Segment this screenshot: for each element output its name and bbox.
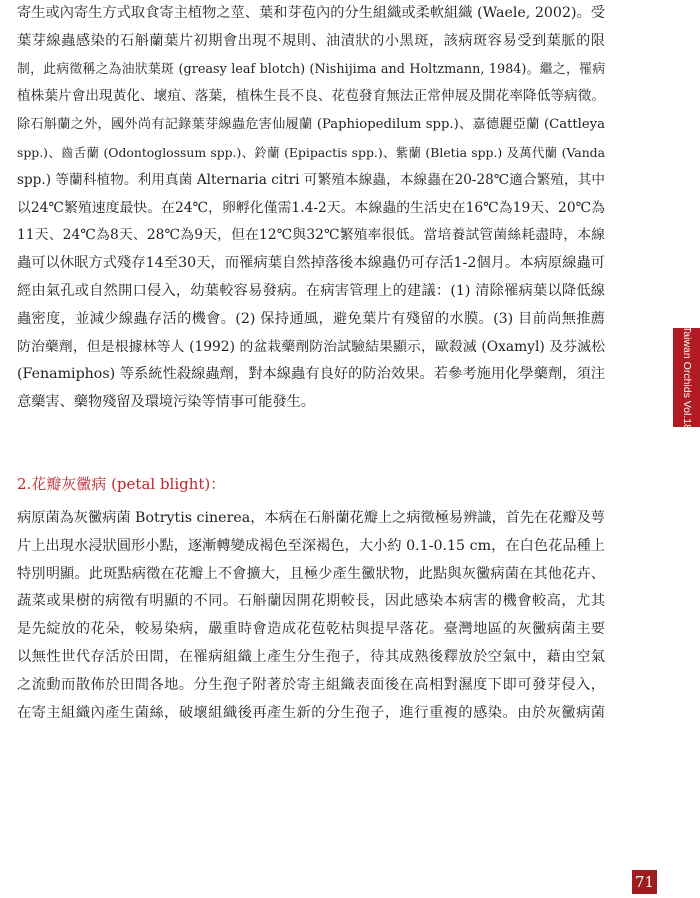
body-paragraph-1 — [17, 0, 605, 417]
journal-side-tab — [673, 325, 700, 430]
paragraph-line: 以無性世代存活於田間，在罹病組織上產生分生孢子，待其成熟後釋放於空氣中，藉由空氣 — [17, 648, 605, 665]
page-number: 71 — [632, 870, 657, 894]
paragraph-line: 寄生或內寄生方式取食寄主植物之莖、葉和芽苞內的分生組織或柔軟組織 (Waele, 2002)。受 — [17, 5, 605, 21]
paragraph-line: (Fenamiphos) 等系統性殺線蟲劑，對本線蟲有良好的防治效果。若參考施用化學藥劑，須注 — [17, 366, 605, 383]
paragraph-line: 葉芽線蟲感染的石斛蘭葉片初期會出現不規則、油漬狀的小黑斑，該病斑容易受到葉脈的限 — [17, 32, 605, 49]
paragraph-line: 之流動而散佈於田間各地。分生孢子附著於寄主組織表面後在高相對濕度下即可發芽侵入， — [17, 676, 605, 693]
paragraph-line: 特別明顯。此斑點病徵在花瓣上不會擴大，且極少產生黴狀物，此點與灰黴病菌在其他花卉、 — [17, 565, 605, 582]
paragraph-line: 病原菌為灰黴病菌 Botrytis cinerea，本病在石斛蘭花瓣上之病徵極易辨識，首先在花瓣及萼 — [17, 510, 605, 526]
journal-side-tab-label: Taiwan Orchids Vol.18 — [680, 325, 693, 430]
paragraph-line: spp.) 等蘭科植物。利用真菌 Alternaria citri 可繁殖本線蟲，本線蟲在20-28℃適合繁殖，其中 — [17, 171, 605, 188]
paragraph-line: 蟲可以休眠方式殘存14至30天，而罹病葉自然掉落後本線蟲仍可存活1-2個月。本病原線蟲可 — [17, 255, 605, 272]
paragraph-line: spp.)、齒舌蘭 (Odontoglossum spp.)、鈴蘭 (Epipactis spp.)、紫蘭 (Bletia spp.) 及萬代蘭 (Vanda — [17, 144, 605, 160]
paragraph-line: 蟲密度，並減少線蟲存活的機會。(2) 保持通風，避免葉片有殘留的水膜。(3) 目前尚無推薦 — [17, 310, 605, 327]
paragraph-line: 除石斛蘭之外，國外尚有記錄葉芽線蟲危害仙履蘭 (Paphiopedilum spp.)、嘉德麗亞蘭 (Cattleya — [17, 117, 605, 133]
paragraph-line: 經由氣孔或自然開口侵入，幼葉較容易發病。在病害管理上的建議：(1) 清除罹病葉以降低線 — [17, 282, 605, 299]
paragraph-line: 制，此病徵稱之為油狀葉斑 (greasy leaf blotch) (Nishijima and Holtzmann, 1984)。繼之，罹病 — [17, 61, 605, 77]
paragraph-line: 防治藥劑，但是根據林等人 (1992) 的盆栽藥劑防治試驗結果顯示，歐殺滅 (Oxamyl) 及芬滅松 — [17, 338, 605, 355]
paragraph-line: 意藥害、藥物殘留及環境污染等情事可能發生。 — [17, 394, 315, 411]
paragraph-line: 蔬菜或果樹的病徵有明顯的不同。石斛蘭因開花期較長，因此感染本病害的機會較高，尤其 — [17, 593, 605, 610]
body-paragraph-2 — [17, 505, 605, 727]
paragraph-line: 在寄主組織內產生菌絲，破壞組織後再產生新的分生孢子，進行重複的感染。由於灰黴病菌 — [17, 704, 605, 721]
paragraph-line: 11天、24℃為8天、28℃為9天，但在12℃與32℃繁殖率很低。當培養試管菌絲耗盡時，本線 — [17, 227, 605, 244]
paragraph-line: 以24℃繁殖速度最快。在24℃，卵孵化僅需1.4-2天。本線蟲的生活史在16℃為19天、20℃為 — [17, 199, 605, 216]
paragraph-line: 片上出現水浸狀圓形小點，逐漸轉變成褐色至深褐色，大小約 0.1-0.15 cm，在白色花品種上 — [17, 537, 605, 554]
section-heading: 2.花瓣灰黴病 (petal blight)： — [17, 475, 226, 493]
paragraph-line: 是先綻放的花朵，較易染病，嚴重時會造成花苞乾枯與提早落花。臺灣地區的灰黴病菌主要 — [17, 621, 605, 638]
paragraph-line: 植株葉片會出現黃化、壞疽、落葉，植株生長不良、花苞發育無法正常伸展及開花率降低等病徵。 — [17, 88, 605, 105]
